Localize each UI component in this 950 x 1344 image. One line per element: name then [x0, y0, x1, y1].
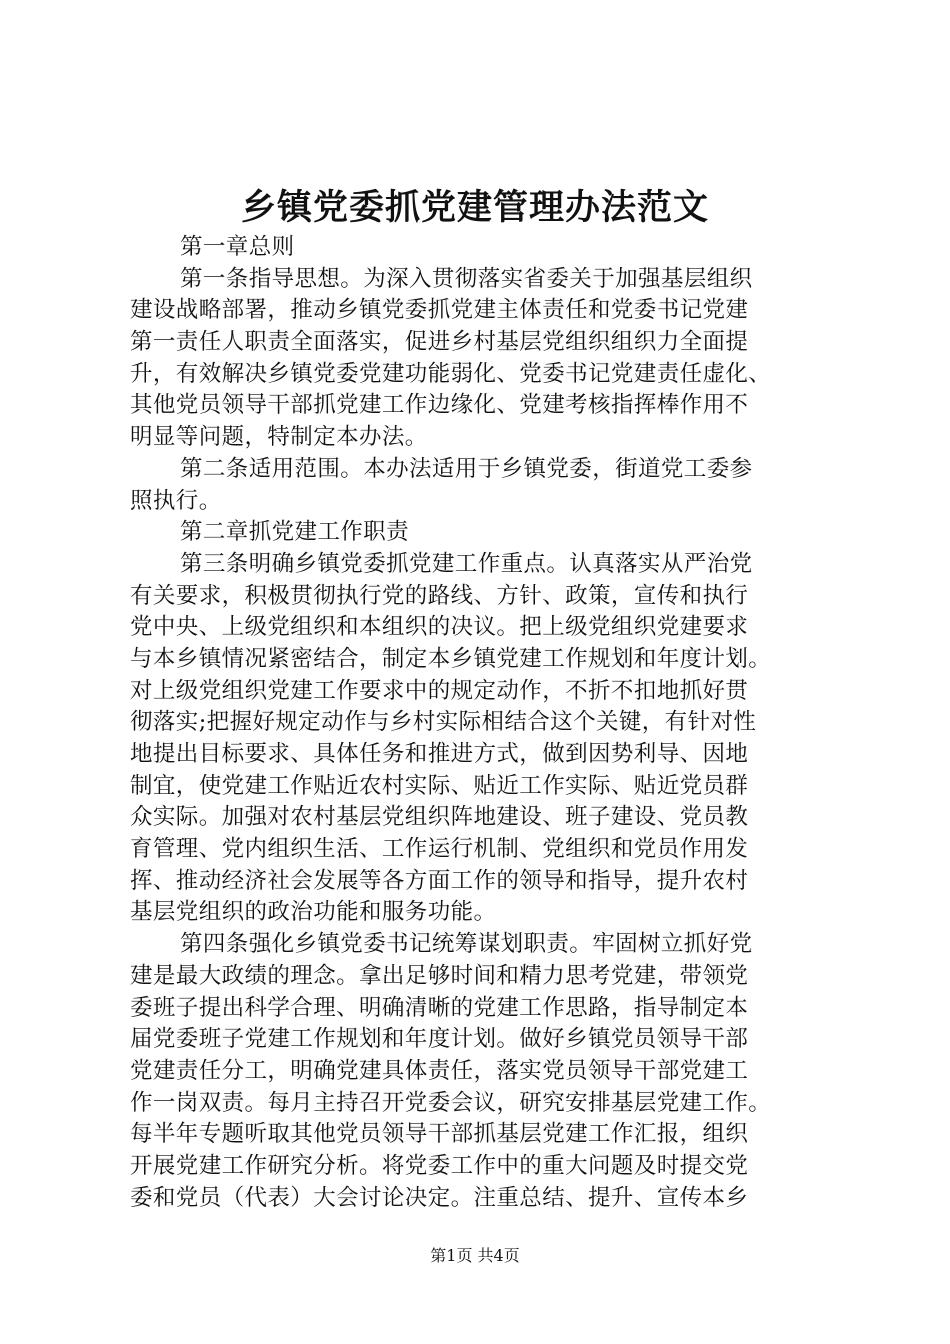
paragraph-line: 开展党建工作研究分析。将党委工作中的重大问题及时提交党: [130, 1152, 749, 1179]
paragraph-line: 第一责任人职责全面落实，促进乡村基层党组织组织力全面提: [130, 329, 749, 356]
paragraph-line: 育管理、党内组织生活、工作运行机制、党组织和党员作用发: [130, 836, 749, 863]
paragraph-line: 委班子提出科学合理、明确清晰的党建工作思路，指导制定本: [130, 994, 749, 1021]
paragraph-line: 党中央、上级党组织和本组织的决议。把上级党组织党建要求: [130, 614, 749, 641]
paragraph-line: 有关要求，积极贯彻执行党的路线、方针、政策，宣传和执行: [130, 582, 749, 609]
paragraph-line: 照执行。: [130, 487, 222, 514]
paragraph-line: 彻落实;把握好规定动作与乡村实际相结合这个关键，有针对性: [130, 709, 757, 736]
paragraph-line: 委和党员（代表）大会讨论决定。注重总结、提升、宣传本乡: [130, 1184, 749, 1211]
paragraph-line: 升，有效解决乡镇党委党建功能弱化、党委书记党建责任虚化、: [130, 360, 772, 387]
chapter-heading: 第一章总则: [180, 234, 295, 260]
paragraph-line: 第一条指导思想。为深入贯彻落实省委关于加强基层组织: [180, 265, 753, 292]
paragraph-line: 基层党组织的政治功能和服务功能。: [130, 899, 497, 926]
paragraph-line: 其他党员领导干部抓党建工作边缘化、党建考核指挥棒作用不: [130, 392, 749, 419]
paragraph-line: 建设战略部署，推动乡镇党委抓党建主体责任和党委书记党建: [130, 297, 749, 324]
chapter-heading: 第二章抓党建工作职责: [180, 519, 410, 546]
paragraph-line: 第三条明确乡镇党委抓党建工作重点。认真落实从严治党: [180, 550, 753, 577]
paragraph-line: 建是最大政绩的理念。拿出足够时间和精力思考党建，带领党: [130, 962, 749, 989]
paragraph-line: 届党委班子党建工作规划和年度计划。做好乡镇党员领导干部: [130, 1026, 749, 1053]
paragraph-line: 明显等问题，特制定本办法。: [130, 424, 428, 451]
document-body: [130, 232, 822, 1214]
page-number-footer: 第1页 共4页: [430, 1246, 520, 1265]
paragraph-line: 众实际。加强对农村基层党组织阵地建设、班子建设、党员教: [130, 804, 749, 831]
paragraph-line: 地提出目标要求、具体任务和推进方式，做到因势利导、因地: [130, 741, 749, 767]
document-title: 乡镇党委抓党建管理办法范文: [240, 187, 709, 228]
paragraph-line: 每半年专题听取其他党员领导干部抓基层党建工作汇报，组织: [130, 1121, 749, 1148]
paragraph-line: 对上级党组织党建工作要求中的规定动作，不折不扣地抓好贯: [130, 677, 749, 704]
paragraph-line: 党建责任分工，明确党建具体责任，落实党员领导干部党建工: [130, 1057, 749, 1084]
paragraph-line: 第四条强化乡镇党委书记统筹谋划职责。牢固树立抓好党: [180, 931, 753, 958]
paragraph-line: 作一岗双责。每月主持召开党委会议，研究安排基层党建工作。: [130, 1089, 772, 1116]
paragraph-line: 第二条适用范围。本办法适用于乡镇党委，街道党工委参: [180, 455, 753, 482]
paragraph-line: 挥、推动经济社会发展等各方面工作的领导和指导，提升农村: [130, 867, 749, 894]
paragraph-line: 与本乡镇情况紧密结合，制定本乡镇党建工作规划和年度计划。: [130, 645, 772, 672]
paragraph-line: 制宜，使党建工作贴近农村实际、贴近工作实际、贴近党员群: [130, 772, 749, 799]
